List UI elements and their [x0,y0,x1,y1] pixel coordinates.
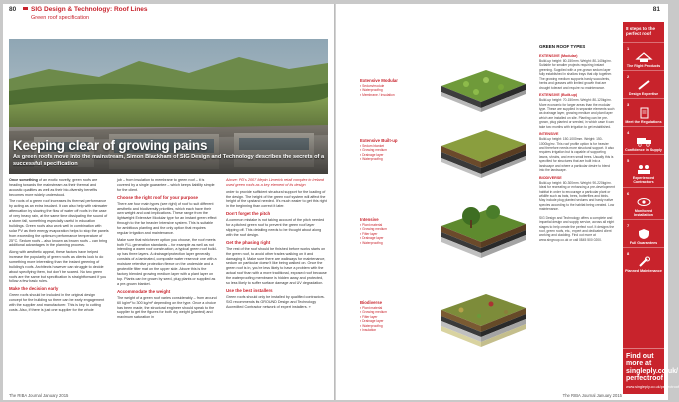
lead-text: of an exotic novelty, green roofs are heading towards the mainstream as their thermal and acoustic qualities as well as their bio-diversity benefits becomes more widely understood. [9,178,98,197]
roof-type-description: Build-up height: 80-150mm. Weight: 80-140kg/m². Suitable for smaller projects requiring instant greening. Supplied with a pre-grown sedum layer fully established in shallow trays that clip together. The growing medium supports hardy succulents, herbs and grasses with limited growth that are drought tolerant and require no maintenance. [539,59,612,90]
body-column-3 [226,178,327,388]
roof-types-footer: SIG Design and Technology offers a complete and impartial design and supply service, across all eight stages to help create the perfect roof. It designs the roof, green roofs, etc., expert and dedicated client working and cladding. Find out more at www.singroup.co.uk or call 0845 500 0200. [539,215,615,242]
intensive-diagram [431,192,531,266]
steps-sidebar [623,22,679,394]
roof-type-description: Build-up height: 150-1000mm. Weight: 150-1000kg/m². This roof profile option is for heavier and therefore needs more structural support. It also requires irrigation but is capable of supporting lawns, shrubs, and even small trees. Usually this is specified for structures that are built into a landscape and where a particular desire to blend into the landscape. [539,137,614,173]
step-number: 7 [627,222,630,228]
roof-types-panel [539,44,615,242]
step-label: Experienced Contractors [632,176,655,185]
step-number: 2 [627,73,630,79]
diagram-legend-item: ▪ Waterproofing [360,157,387,161]
body-paragraph: The roots of a green roof increases its thermal performance by acting as an extra insulant. It can also help with rainwater attenuation by slowing the flow of water off roofs in the case of very heavy rain, at the same time dissipating the sound of a storm fall, something especially useful in education buildings. Green roofs also work well in combination with solar PV as their energy evaporation helps to stop the panels from exceeding the optimum performance temperature of 25°C. Sedum roofs – also known as brown roofs – can bring additional advantages in the planning process. [9,199,109,248]
diagram-legend-item: ▪ Drainage layer [360,153,387,157]
wrench-icon [635,256,653,268]
step-item [623,42,664,70]
diagram-legend [360,223,387,245]
diagram-label: Biodiverse [360,300,382,305]
diagram-label: Extensive Built-up [360,138,398,143]
roof-type-description: Build-up height: 70-150mm. Weight: 80-120kg/m². More economic for larger areas than the modular type. These are supplied in separate elements such as drainage layer, growing medium and plant layer which are installed on site. Planting can be pre-grown, plug planted or seeded, in which case it can take two months with irrigation to get established. [539,98,615,129]
step-number: 4 [627,130,630,136]
step-item [623,247,664,275]
red-rule [23,7,28,10]
diagram-legend-item: ▪ Growing medium [360,227,387,231]
article-standfirst: As green roofs move into the mainstream, Simon Blackham of SIG Design and Technology describes the secrets of a successful specification [13,154,325,167]
roof-type-description: Build-up height: 80-300mm. Weight: 90-220kg/m². Ideal for recreating or enhancing a pre-development habitat in order to encourage a particular plant or wildlife such as bats, bees, butterflies and birds. May include plug planted sedums and hardy native species according to the habitat being created. Low maintenance. [539,180,615,212]
step-item [623,126,664,154]
step-item [623,219,664,247]
diagram-legend [360,144,387,162]
step-item [623,70,664,98]
page-number: 80 [9,6,17,13]
section-title: SIG Design & Technology: Roof Lines [31,6,148,13]
body-paragraph: order to provide sufficient structural support for the loading of the design. The height of the green roof system will affect the height of the upstand needed. It's much easier to get this right in the beginning than correct it later. [226,189,327,209]
step-label: Full Guarantees [629,240,658,245]
sidebar-title: 8 steps to the perfect roof [626,26,656,37]
step-item [623,98,664,126]
body-paragraph: Along with aesthetic appeal, these factors have helped increase the popularity of green roofs as clients look to do something more interesting than the instant greening of building's roofs. Architects however can struggle to decide about specifying them, but don't be scared. No two green roofs are the same but specification is straightforward if you follow a few basic rules. [9,249,107,284]
body-paragraph: job – from insulation to membrane to green roof – it is covered by a single guarantee – which keeps liability simple for the client. [117,178,215,192]
body-column-2 [117,178,218,388]
lead-paragraph [9,178,109,198]
step-item [623,187,664,219]
step-label: Monitored Installation [634,208,653,217]
diagram-legend-item: ▪ Plant material [360,223,387,227]
diagram-legend-item: ▪ Sedum blanket [360,144,387,148]
diagram-legend-item: ▪ Plant material [360,306,387,310]
step-number: 3 [627,102,630,108]
extensive-builtup-diagram [431,114,531,188]
page-footer: The RIBA Journal January 2015 [9,393,69,398]
step-number: 6 [627,190,630,196]
step-label: Confidence in Supply [625,148,662,153]
step-number: 8 [627,250,630,256]
page-number: 81 [652,6,660,13]
biodiverse-diagram [431,280,531,354]
diagram-legend [360,84,395,97]
diagram-legend-item: ▪ Insulation [360,328,387,332]
subheading: Make the decision early [9,286,59,292]
body-paragraph: There are four main types (see right) of roof to suit different aesthetic and biodiversity priorities, which each have their own weight and cost implications. These range from the lightweight Extensive Modular type for an instant green effect through to the far heavier Intensive system. This is suitable for ambitious planting and the only option that requires regular irrigation and maintenance. [117,201,217,236]
pencil-icon [635,79,653,91]
roof-icon [635,51,653,63]
body-paragraph: The weight of a green roof varies considerably – from around 60 kg/m² to 300 kg/m² depending on the type. Once a choice has been made, the structural engineer should speak to the supplier to get the figures for both dry weight (planted) and maximum saturation in [117,295,217,320]
right-page [336,4,679,400]
body-paragraph: Make sure that whichever option you choose, the roof meets both FLL generation standards – for example as well as not intending a warm roof construction, a typical green roof build-up has three layers. A drainage/protection layer generally consists of a laminated, composite water reservoir one with a moisture retentive protection fleece on the underside and a geotextile filter mat on the upper side. Above this is the factory blended growing medium layer with a plant layer on top. Plants can be grown by seed, plug plants or supplied as a pre-grown blanket. [117,237,217,286]
cta-url[interactable]: www.singleply.co.uk/perfectroof [626,385,679,390]
roof-type-name: BIODIVERSE [539,175,562,180]
body-paragraph: A common mistake is not taking account of the pitch needed for a pitched green roof to prevent the green roof layer slipping off. This detailing needs to be thought about along with the roof design. [226,218,325,237]
diagram-label: Intensive [360,217,379,222]
roof-type-name: INTENSIVE [539,132,559,137]
photo-caption: Above: PD's 2007 Mepin Limerick retail complex in Ireland used green roofs as a key element of its design [226,178,325,188]
roof-type-name: EXTENSIVE (Built-up) [539,93,578,98]
diagram-label: Extensive Modular [360,78,398,83]
diagram-legend-item: ▪ Filter layer [360,315,387,319]
left-page [3,4,334,400]
diagram-legend [360,306,387,333]
cta-text: Find out more at singleply.co.uk/ perfectroof [626,353,678,383]
subheading: Use the best installers [226,288,273,294]
step-number: 5 [627,158,630,164]
step-label: Design Expertise [628,91,659,96]
people-icon [635,163,653,175]
sidebar-cta [623,348,679,394]
step-label: Meet the Regulations [625,120,662,125]
step-item [623,154,664,186]
drop-in-words: Once something [9,178,38,182]
diagram-legend-item: ▪ Sedum/module [360,84,395,88]
diagram-legend-item: ▪ Waterproofing [360,324,387,328]
truck-icon [635,135,653,147]
roof-types-title: GREEN ROOF TYPES [539,44,586,49]
step-label: The Right Products [626,63,661,68]
diagram-legend-item: ▪ Growing medium [360,148,387,152]
step-label: Planned Maintenance [625,268,662,273]
article-headline: Keeping clear of growing pains [13,138,208,153]
subheading: Get the phasing right [226,239,271,245]
body-paragraph: Green roofs should only be installed by qualified contractors. SIG recommends its GROUND Design and Technology Accredited Contractor network of expert installers. » [226,294,325,309]
diagram-legend-item: ▪ Membrane / Insulation [360,93,395,97]
document-icon [635,107,653,119]
diagram-legend-item: ▪ Waterproofing [360,241,387,245]
body-paragraph: The rest of the roof should be finished before works starts on the green roof, to avoid other trades walking on it and damaging it. Make sure there are walkways for maintenance, sedum on particular doesn't like being walked on. Once the green roof is in, you're less likely to have a problem with the actual roof than with a more traditional, exposed roof because the waterproofing membrane is hidden away and protected, so less likely to suffer surface damage and UV degradation. [226,246,327,286]
subheading: Don't forget the pitch [226,211,271,217]
diagram-legend-item: ▪ Drainage layer [360,319,387,323]
body-paragraph: Green roofs should be included in the original design concept for the building so there can be early engagement with the supplier and manufacturer. This is key to cutting costs. Also, if there is just one supplier for the whole [9,293,105,312]
subheading: Choose the right roof for your purpose [117,194,198,200]
diagram-legend-item: ▪ Drainage layer [360,236,387,240]
subheading: Accommodate the weight [117,288,171,294]
step-number: 1 [627,45,630,51]
body-column-1 [9,178,109,388]
diagram-legend-item: ▪ Growing medium [360,310,387,314]
section-subtitle: Green roof specification [31,15,90,21]
roof-type-name: EXTENSIVE (Modular) [539,54,578,59]
diagram-legend-item: ▪ Filter layer [360,232,387,236]
page-footer: The RIBA Journal January 2015 [562,393,622,398]
diagram-legend-item: ▪ Waterproofing [360,88,395,92]
eye-icon [635,196,653,208]
shield-icon [635,228,653,240]
extensive-modular-diagram [431,42,531,116]
